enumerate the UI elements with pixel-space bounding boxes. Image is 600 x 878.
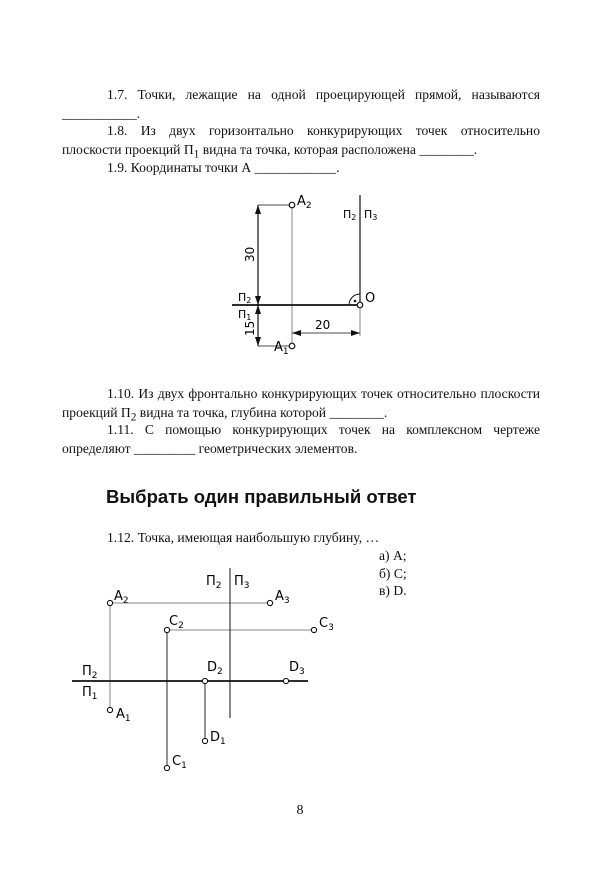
page-number: 8 (296, 803, 304, 818)
point-a1 (289, 343, 295, 349)
point-a2 (289, 202, 295, 208)
point-c1 (164, 765, 169, 770)
dim-15: 15 (243, 320, 257, 336)
point-d2 (202, 678, 207, 683)
figure-competing-points (70, 560, 360, 775)
answer-options (379, 547, 407, 600)
question-1-7: 1.7. Точки, лежащие на одной проецирующей прямой, называются ___________. (62, 87, 540, 121)
label-p2-top: $П_2$ (206, 574, 222, 591)
label-d1: $D_1$ (210, 730, 226, 747)
question-1-9: 1.9. Координаты точки А ____________. (107, 160, 340, 175)
question-1-12: 1.12. Точка, имеющая наибольшую глубину, … (107, 530, 380, 545)
label-p2-right: П2 (343, 208, 357, 222)
label-p3-right: П3 (364, 208, 378, 222)
dim-20: 20 (315, 318, 331, 332)
label-o: O (365, 291, 376, 306)
label-c1: $C_1$ (172, 754, 187, 771)
point-d1 (202, 738, 207, 743)
label-p1: $П_1$ (82, 685, 98, 702)
point-d3 (283, 678, 288, 683)
point-a3 (267, 600, 272, 605)
section-heading: Выбрать один правильный ответ (106, 486, 417, 507)
point-a1 (107, 707, 112, 712)
figure-point-a-coordinates (230, 188, 390, 360)
label-a1: $A_1$ (274, 340, 289, 357)
question-1-8: 1.8. Из двух горизонтально конкурирующих точек относительно плоскости проекций $П_1$ видна та точка, которая расположена ________. (62, 123, 540, 161)
label-a1: $A_1$ (116, 707, 131, 724)
label-a2: $A_2$ (297, 194, 312, 211)
option-b[interactable]: б) C; (379, 565, 407, 581)
option-c[interactable]: в) D. (379, 583, 407, 598)
label-p2: $П_2$ (82, 664, 98, 681)
point-c3 (311, 627, 316, 632)
label-c2: $C_2$ (169, 614, 184, 631)
label-p1-left: П1 (238, 308, 252, 322)
label-p3-top: $П_3$ (234, 574, 250, 591)
label-p2-left: П2 (238, 291, 252, 305)
dim-30: 30 (243, 246, 257, 262)
point-a2 (107, 600, 112, 605)
option-a[interactable]: а) A; (379, 548, 407, 563)
question-1-10: 1.10. Из двух фронтально конкурирующих точек относительно плоскости проекций $П_2$ видна та точка, глубина которой ________. (62, 386, 540, 424)
label-d3: $D_3$ (289, 660, 305, 677)
label-a2: $A_2$ (114, 589, 129, 606)
label-d2: $D_2$ (207, 660, 223, 677)
label-c3: $C_3$ (319, 616, 334, 633)
point-origin (357, 302, 363, 308)
question-1-11: 1.11. С помощью конкурирующих точек на комплексном чертеже определяют _________ геометрических элементов. (62, 422, 540, 456)
label-a3: $A_3$ (275, 589, 290, 606)
